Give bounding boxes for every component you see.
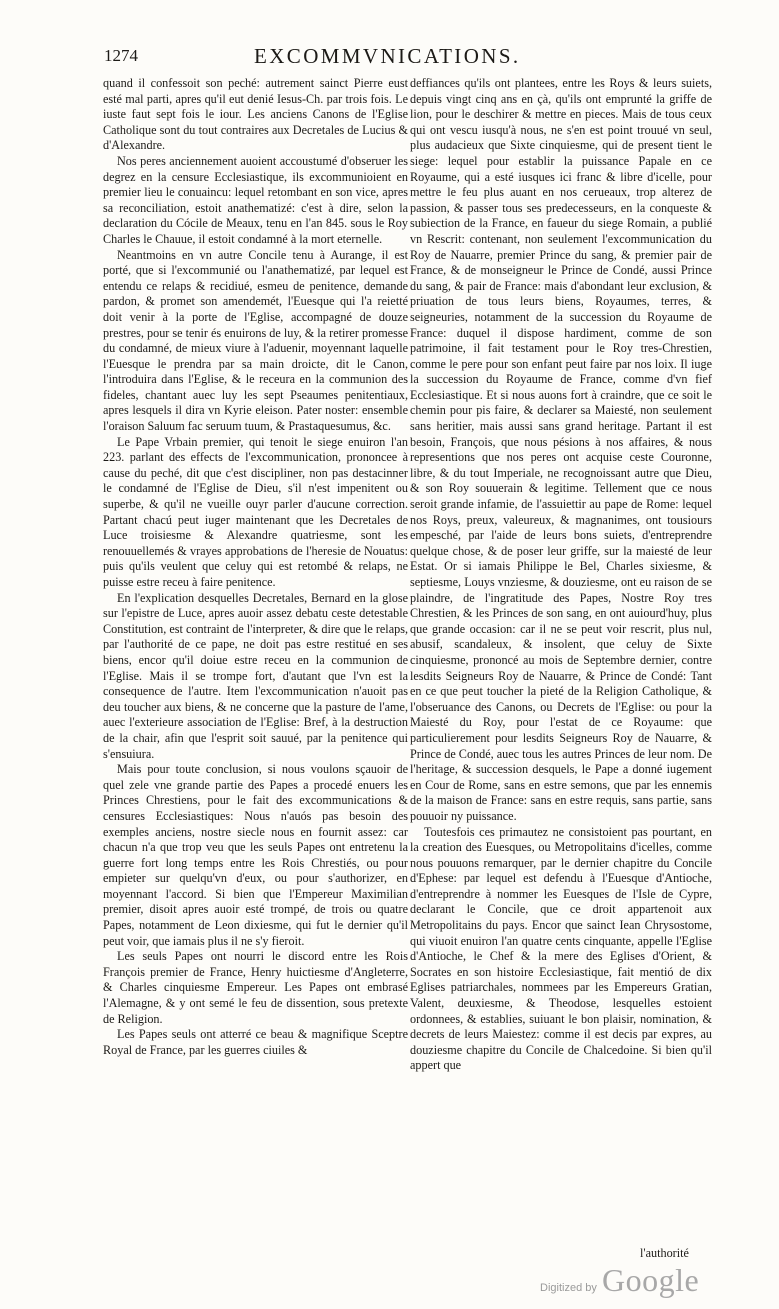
watermark-prefix: Digitized by xyxy=(540,1282,597,1294)
digitized-by-google-watermark xyxy=(540,1262,760,1302)
paragraph: Le Pape Vrbain premier, qui tenoit le siege enuiron l'an 223. parlant des effects de l'excommunication, prononcee à cause du peché, dit que c'est discipliner, non pas destacinner le condamné de l'Eglise de Dieu, s'il n'est impenitent ou superbe, & qu'il ne vueille ouyr parler d'aucune correction. Partant chacú peut iuger maintenant que les Decretales de Luce troisiesme & Alexandre quatriesme, sont les renouuellemés & vrayes approbations de l'heresie de Nouatus: puis qu'ils veulent que celuy qui est retombé & relaps, ne puisse estre receu à faire penitence. xyxy=(103,434,408,589)
paragraph: Nos peres anciennement auoient accoustumé d'obseruer les degrez en la censure Ecclesiastique, ils excommunioient en premier lieu le conuaincu: lequel retombant en son vice, apres sa reconciliation, estoit anathematizé: c'est à dire, selon la declaration du Cócile de Meaux, tenu en l'an 845. sous le Roy Charles le Chauue, il estoit condamné à la mort eternelle. xyxy=(103,153,408,246)
google-logo: Google xyxy=(602,1262,700,1298)
right-column xyxy=(410,76,712,1074)
paragraph: Les Papes seuls ont atterré ce beau & magnifique Sceptre Royal de France, par les guerres ciuiles & xyxy=(103,1027,408,1057)
running-title: EXCOMMVNICATIONS. xyxy=(254,44,521,68)
paragraph: quand il confessoit son peché: autrement sainct Pierre eust esté mal parti, apres qu'il eut denié Iesus-Ch. par trois fois. Le iuste faut sept fois le iour. Les anciens Canons de l'Eglise Catholique sont du tout contraires aux Decretales de Lucius & d'Alexandre. xyxy=(103,76,408,153)
paragraph: Neantmoins en vn autre Concile tenu à Aurange, il est porté, que si l'excommunié ou l'anathematizé, par lequel est entendu ce relaps & recidiué, esmeu de penitence, demande pardon, & promet son amendemét, l'Euesque qui l'a reietté doit venir à la porte de l'Eglise, accompagné de douze prestres, pour se tenir és enuirons de luy, & la retirer promesse du condamné, de mieux viure à l'aduenir, moyennant laquelle l'Euesque le prendra par sa main droicte, dit le Canon, l'introduira dans l'Eglise, & le receura en la communion des fideles, chantant auec luy les sept Pseaumes penitentiaux, apres lesquels il dira vn Kyrie eleison. Pater noster: ensemble l'oraison Saluum fac seruum tuum, & Prastaquesumus, &c. xyxy=(103,247,408,434)
catchword: l'authorité xyxy=(640,1246,689,1260)
paragraph: En l'explication desquelles Decretales, Bernard en la glose sur l'epistre de Luce, apres auoir assez debatu ceste detestable Constitution, est contraint de l'interpreter, & dire que le relaps, par l'authorité de ce pape, ne doit pas estre restitué en ses biens, encor qu'il doiue estre receu en la communion de l'Eglise. Mais il se trompe fort, d'autant que l'vn est la consequence de l'autre. Item l'excommunication n'auoit pas deu toucher aux biens, & ne concerne que la pasture de l'ame, auec l'exterieure association de l'Eglise: Bref, à la destruction de la chair, afin que l'esprit soit sauué, par la penitence qui s'ensuiura. xyxy=(103,590,408,761)
page-number: 1274 xyxy=(104,46,138,65)
paragraph: Les seuls Papes ont nourri le discord entre les Rois François premier de France, Henry huictiesme d'Angleterre, & Charles cinquiesme Empereur. Les Papes ont embrasé l'Alemagne, & y ont semé le feu de dissention, sous pretexte de Religion. xyxy=(103,949,408,1026)
paragraph: Mais pour toute conclusion, si nous voulons sçauoir de quel zele vne grande partie des Papes a procedé enuers les Princes Chrestiens, pour le fait des excommunications & censures Ecclesiastiques: Nous n'auós pas besoin des exemples anciens, nostre siecle nous en fournit assez: car chacun n'a que trop veu que les seuls Papes ont entretenu la guerre fort long temps entre les Rois Chrestiés, ou pour empieter sur quelqu'vn d'eux, ou pour s'authorizer, en moyennant l'accord. Si bien que l'Empereur Maximilian premier, disoit apres auoir esté trompé, de trois ou quatre Papes, notamment de Leon dixiesme, qui fut le dernier qu'il peut voir, que iamais plus il ne s'y fieroit. xyxy=(103,762,408,948)
paragraph: Toutesfois ces primautez ne consistoient pas pourtant, en la creation des Euesques, ou Metropolitains d'icelles, comme nous pouuons remarquer, par le dernier chapitre du Concile d'Ephese: par lequel est defendu à l'Euesque d'Antioche, d'entreprendre à nommer les Euesques de l'Isle de Cypre, declarant le Concile, que ce droit appartenoit aux Metropolitains du pays. Encor que sainct Iean Chrysostome, qui viuoit enuiron l'an quatre cents cinquante, appelle l'Eglise d'Antioche, le Chef & la mere des Eglises d'Orient, & Socrates en son histoire Ecclesiastique, fait mentió de dix Eglises patriarchales, nommees par les Empereurs Gratian, Valent, deuxiesme, & Theodose, lesquelles estoient ordonnees, & establies, suiuant le bon plaisir, nomination, & decrets de leurs Maiestez: comme il est decis par expres, au douziesme chapitre du Concile de Chalcedoine. Si bien qu'il appert que xyxy=(410,824,712,1073)
page-header xyxy=(104,44,694,70)
left-column xyxy=(103,76,408,1058)
paragraph: deffiances qu'ils ont plantees, entre les Roys & leurs suiets, depuis vingt cinq ans en çà, qu'ils ont emprunté la griffe de lion, pour le deschirer & mettre en pieces. Mais de tous ceux qui ont vescu iusqu'à nous, ne s'en est point trouué vn seul, plus audacieux que Sixte cinquiesme, qui de present tient le siege: lequel pour establir la puissance Papale en ce Royaume, qui a esté iusques ici franc & libre d'icelle, pour mettre le feu plus auant en nos cerueaux, trop alterez de passion, & passer tous ses predecesseurs, en la conqueste & subiection de la France, en faueur du siege Romain, a publié vn Rescrit: contenant, non seulement l'excommunication du Roy de Nauarre, premier Prince du sang, & premier pair de France, & de monseigneur le Prince de Condé, aussi Prince du sang, & pair de France: mais d'abondant leur exclusion, & priuation de tous leurs biens, Royaumes, terres, & seigneuries, notamment de la succession du Royaume de France: duquel il dispose hardiment, comme de son patrimoine, il fait testament pour le Roy tres-Chrestien, comme le pere pour son enfant peut faire par nos loix. Il iuge la succession du Royaume de France, comme d'vn fief Ecclesiastique. Et si nous auons fort à craindre, que ce soit le chemin pour pis faire, & declarer sa Maiesté, non seulement sans heritier, mais aussi sans grand heritage. Partant il est besoin, François, que nous pésions à nos affaires, & nous representions que nos peres ont acquise ceste Couronne, libre, & du tout Imperiale, ne recognoissant autre que Dieu, & son Roy souuerain & legitime. Tellement que ce nous seroit grande infamie, de l'assuiettir au pape de Rome: lequel nos Roys, preux, valeureux, & magnanimes, ont tousiours empesché, par l'aide de leurs bons suiets, d'entreprendre quelque chose, & de poser leur griffe, sur la maiesté de leur Estat. Or si iamais Philippe le Bel, Charles sixiesme, & septiesme, Louys vnziesme, & douziesme, ont eu raison de se plaindre, de l'ingratitude des Papes, Nostre Roy tres Chrestien, & les Princes de son sang, en ont auiourd'huy, plus que grande occasion: car il ne se peut voir rescrit, plus nul, abusif, scandaleux, & insolent, que celuy de Sixte cinquiesme, prononcé au mois de Septembre dernier, contre lesdits Seigneurs Roy de Nauarre, & Prince de Condé: Tant en ce que peut toucher la pieté de la Religion Catholique, & l'obseruance des Canons, ou Decrets de l'Eglise: ou pour la Maiesté du Roy, pour l'estat de ce Royaume: que particulierement pour lesdits Seigneurs Roy de Nauarre, & Prince de Condé, auec tous les autres Princes de leur nom. De l'heritage, & succession desquels, le Pape a donné iugement en Cour de Rome, sans en estre semons, que par les ennemis de la maison de France: sans en estre requis, sans partie, sans pouuoir ny puissance. xyxy=(410,76,712,823)
